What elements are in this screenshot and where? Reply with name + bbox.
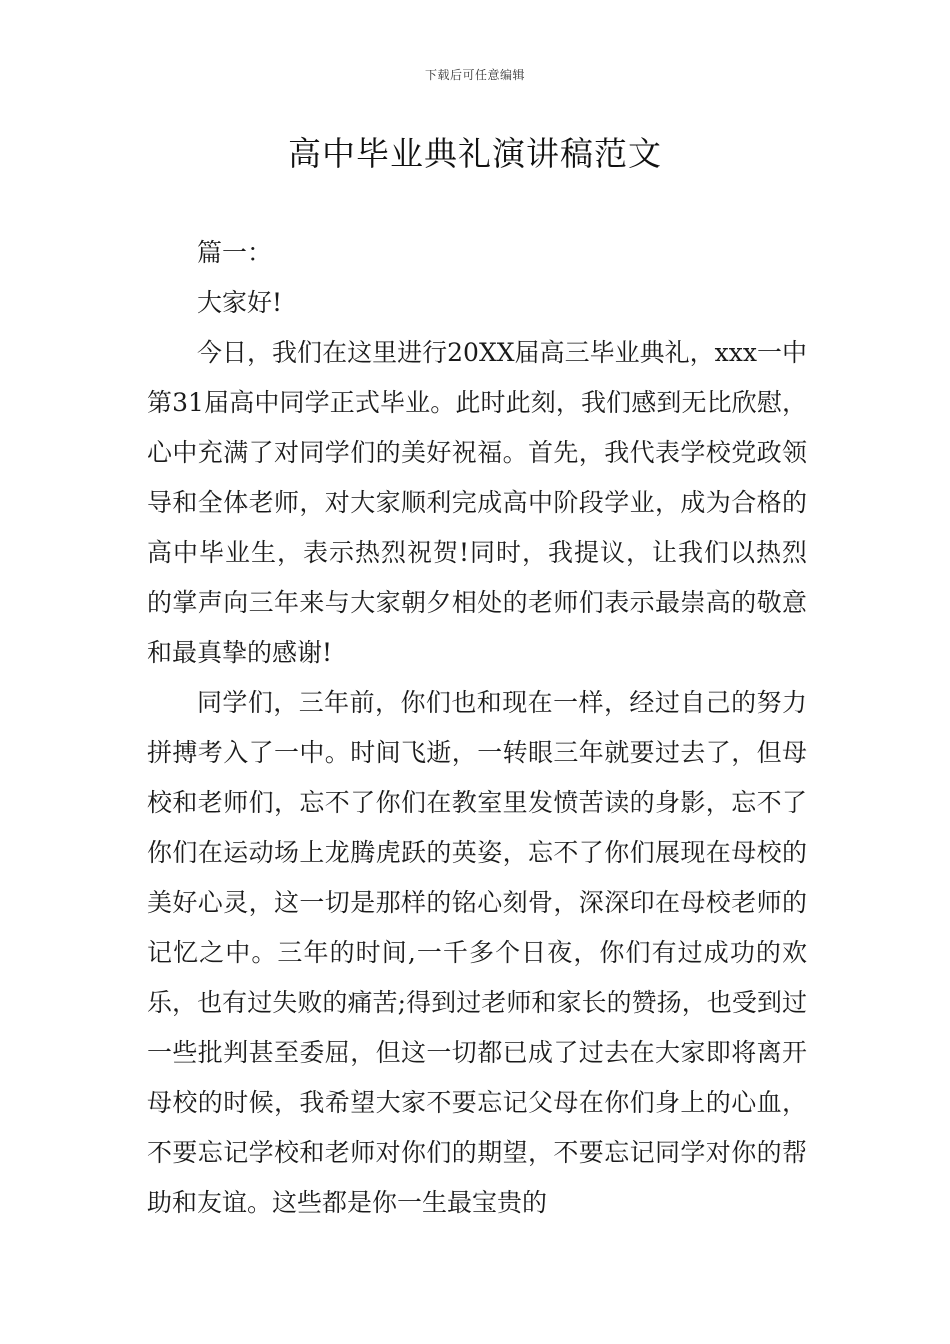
greeting-paragraph: 大家好! [197, 288, 283, 317]
document-body [147, 228, 807, 1228]
document-title: 高中毕业典礼演讲稿范文 [288, 134, 662, 173]
section-label: 篇一： [197, 238, 273, 267]
header-note: 下载后可任意编辑 [424, 68, 525, 82]
body-paragraph: 今日，我们在这里进行20XX届高三毕业典礼，xxx一中第31届高中同学正式毕业。此时此刻，我们感到无比欣慰，心中充满了对同学们的美好祝福。首先，我代表学校党政领导和全体老师，对大家顺利完成高中阶段学业，成为合格的高中毕业生，表示热烈祝贺!同时，我提议，让我们以热烈的掌声向三年来与大家朝夕相处的老师们表示最崇高的敬意和最真挚的感谢! [147, 338, 807, 667]
body-paragraph: 同学们，三年前，你们也和现在一样，经过自己的努力拼搏考入了一中。时间飞逝，一转眼三年就要过去了，但母校和老师们，忘不了你们在教室里发愤苦读的身影，忘不了你们在运动场上龙腾虎跃的英姿，忘不了你们展现在母校的美好心灵，这一切是那样的铭心刻骨，深深印在母校老师的记忆之中。三年的时间,一千多个日夜，你们有过成功的欢乐，也有过失败的痛苦;得到过老师和家长的赞扬，也受到过一些批判甚至委屈，但这一切都已成了过去在大家即将离开母校的时候，我希望大家不要忘记父母在你们身上的心血，不要忘记学校和老师对你们的期望，不要忘记同学对你的帮助和友谊。这些都是你一生最宝贵的 [147, 688, 807, 1217]
